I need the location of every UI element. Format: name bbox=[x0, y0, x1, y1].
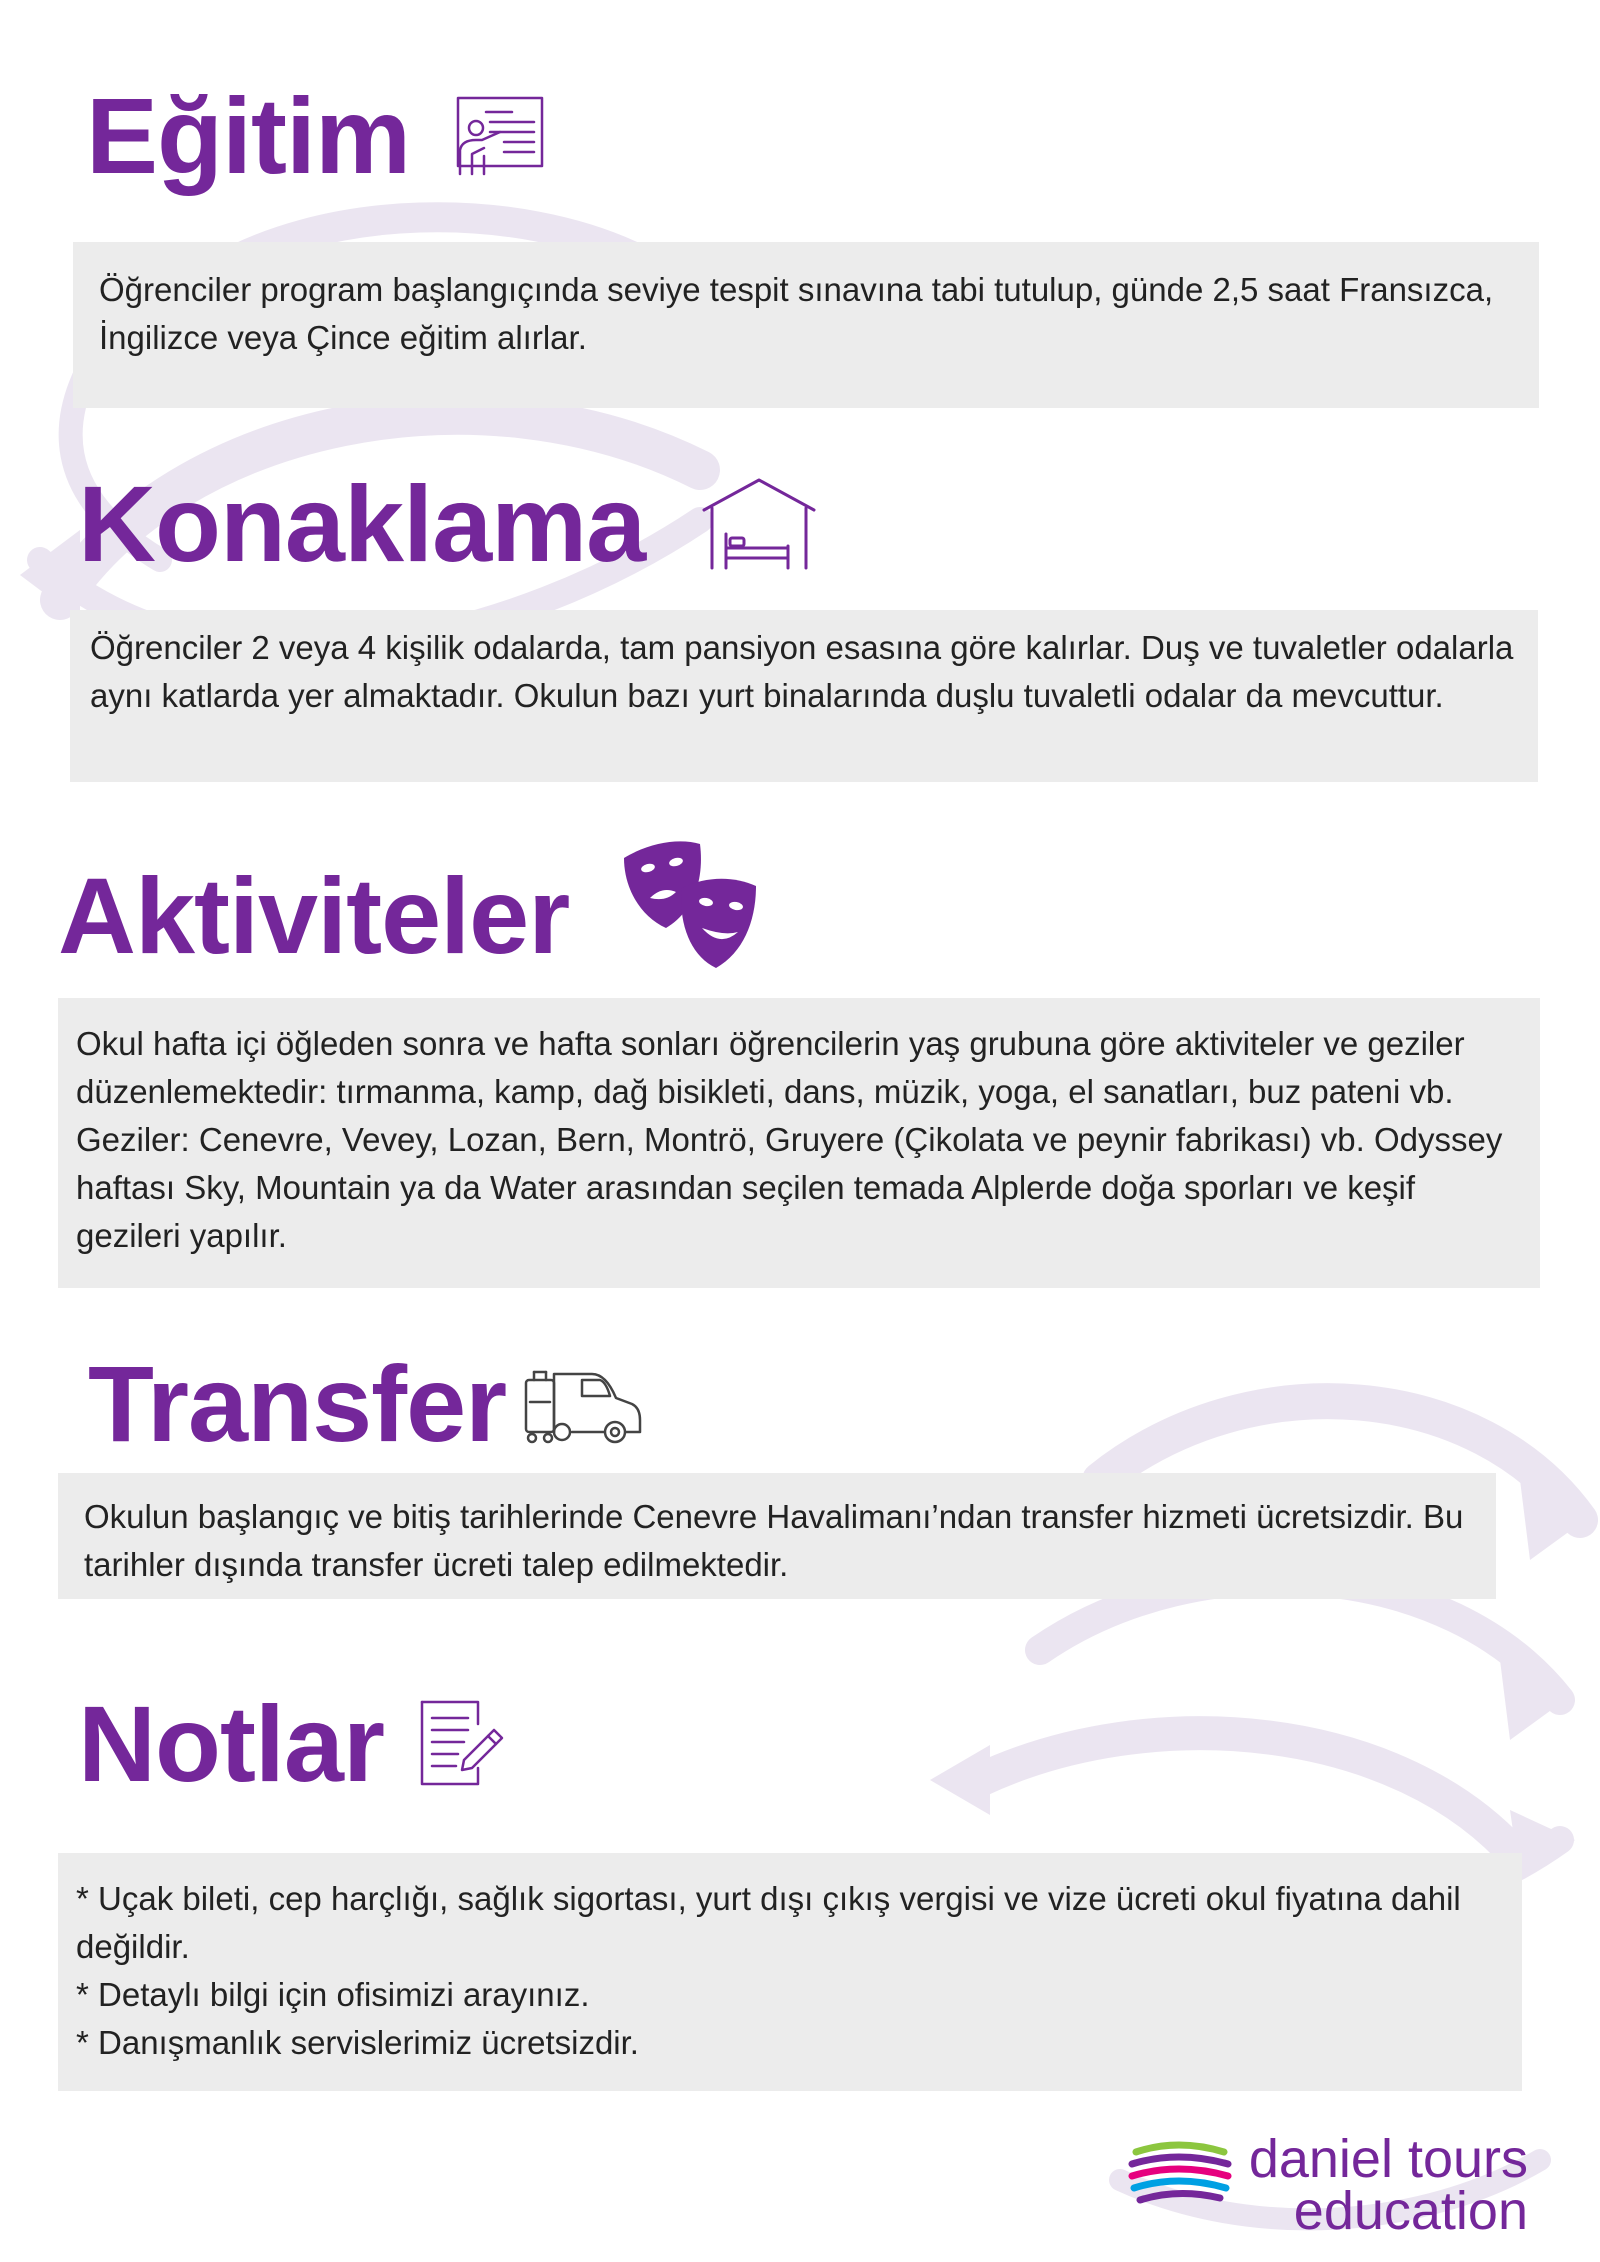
theater-masks-icon bbox=[620, 836, 760, 972]
transfer-text: Okulun başlangıç ve bitiş tarihlerinde Cenevre Havalimanı’ndan transfer hizmeti ücretsizdir. Bu tarihler dışında transfer ücreti talep edilmektedir. bbox=[84, 1498, 1464, 1583]
activities-text-box bbox=[58, 998, 1540, 1288]
section-title-accommodation: Konaklama bbox=[78, 463, 646, 584]
activities-text: Okul hafta içi öğleden sonra ve hafta sonları öğrencilerin yaş grubuna göre aktiviteler ve geziler düzenlemektedir: tırmanma, kamp, dağ bisikleti, dans, müzik, yoga, el sanatları, buz pateni vb. Geziler: Cenevre, Vevey, Lozan, Bern, Montrö, Gruyere (Çikolata ve peynir fabrikası) vb. Odyssey haftası Sky, Mountain ya da Water arasından seçilen temada Alplerde doğa sporları ve keşif gezileri yapılır. bbox=[76, 1025, 1503, 1254]
notes-line-3: * Danışmanlık servislerimiz ücretsizdir. bbox=[76, 2024, 639, 2061]
logo-text-line-2: education bbox=[1293, 2181, 1528, 2241]
accommodation-text-box bbox=[70, 610, 1538, 782]
notes-line-2: * Detaylı bilgi için ofisimizi arayınız. bbox=[76, 1976, 590, 2013]
logo-text-line-1: daniel tours bbox=[1248, 2129, 1528, 2189]
document-pen-icon bbox=[416, 1698, 506, 1788]
education-text: Öğrenciler program başlangıçında seviye tespit sınavına tabi tutulup, günde 2,5 saat Fransızca, İngilizce veya Çince eğitim alırlar. bbox=[99, 271, 1494, 356]
section-title-education: Eğitim bbox=[86, 75, 411, 196]
notes-text-box bbox=[58, 1853, 1522, 2091]
car-luggage-icon bbox=[520, 1360, 642, 1446]
house-bed-icon bbox=[700, 476, 818, 572]
accommodation-text: Öğrenciler 2 veya 4 kişilik odalarda, tam pansiyon esasına göre kalırlar. Duş ve tuvaletler odalarla aynı katlarda yer almaktadır. Okulun bazı yurt binalarında duşlu tuvaletli odalar da mevcuttur. bbox=[90, 629, 1514, 714]
teacher-presentation-icon bbox=[450, 96, 546, 176]
transfer-text-box bbox=[58, 1473, 1496, 1599]
daniel-tours-logo bbox=[1128, 2124, 1528, 2244]
education-text-box bbox=[73, 242, 1539, 408]
notes-line-1: * Uçak bileti, cep harçlığı, sağlık sigortası, yurt dışı çıkış vergisi ve vize ücreti okul fiyatına dahil değildir. bbox=[76, 1880, 1461, 1965]
section-title-transfer: Transfer bbox=[88, 1343, 507, 1464]
section-title-notes: Notlar bbox=[78, 1683, 385, 1804]
section-title-activities: Aktiviteler bbox=[58, 855, 570, 976]
logo-swirl-icon bbox=[1128, 2138, 1232, 2208]
